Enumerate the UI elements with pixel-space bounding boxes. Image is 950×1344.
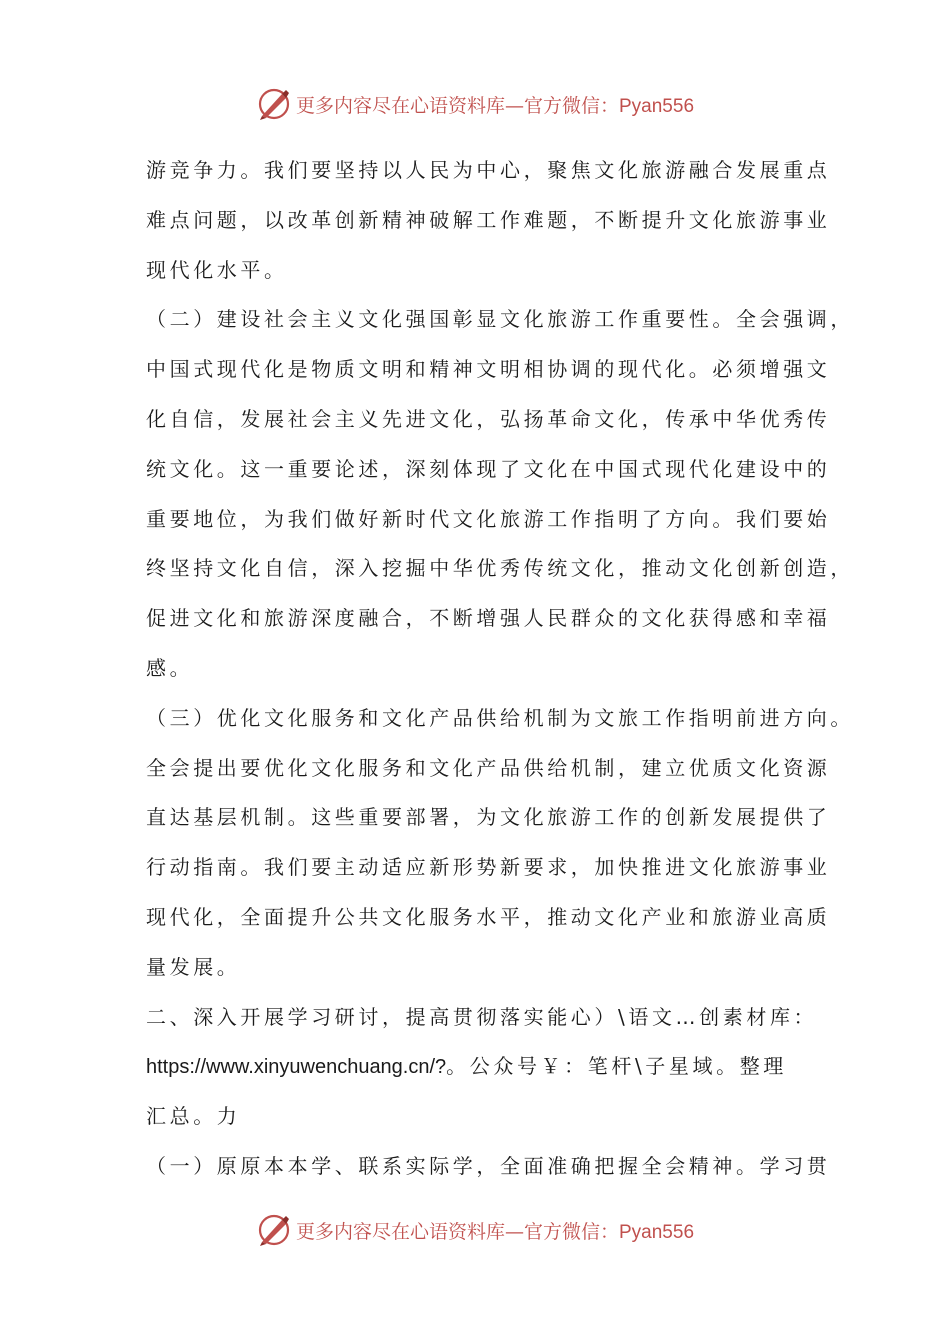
pen-logo-icon bbox=[256, 1212, 292, 1248]
banner-text bbox=[296, 91, 694, 118]
text-line: 统文化。这一重要论述，深刻体现了文化在中国式现代化建设中的 bbox=[146, 456, 831, 481]
banner-text bbox=[296, 1217, 694, 1244]
banner-wechat-id: Pyan556 bbox=[619, 95, 695, 117]
text-line: （一）原原本本学、联系实际学，全面准确把握全会精神。学习贯 bbox=[146, 1153, 831, 1178]
banner-title: 更多内容尽在心语资料库 bbox=[295, 94, 505, 117]
text-line: 游竞争力。我们要坚持以人民为中心，聚焦文化旅游融合发展重点 bbox=[146, 158, 831, 182]
text-line: 行动指南。我们要主动适应新形势新要求，加快推进文化旅游事业 bbox=[146, 855, 831, 880]
text-line: 感。 bbox=[146, 655, 194, 680]
text-line: 中国式现代化是物质文明和精神文明相协调的现代化。必须增强文 bbox=[146, 357, 831, 382]
text-line: 量发展。 bbox=[146, 954, 241, 979]
text-line: （三）优化文化服务和文化产品供给机制为文旅工作指明前进方向。 bbox=[146, 705, 854, 730]
document-body bbox=[146, 146, 854, 1192]
banner-title: 更多内容尽在心语资料库 bbox=[295, 1220, 505, 1243]
text-line: 汇总。力 bbox=[146, 1104, 241, 1129]
text-line: 全会提出要优化文化服务和文化产品供给机制，建立优质文化资源 bbox=[146, 755, 831, 780]
text-line: 现代化，全面提升公共文化服务水平，推动文化产业和旅游业高质 bbox=[146, 904, 831, 929]
banner-label: 官方微信： bbox=[523, 94, 619, 117]
footer-banner bbox=[0, 1208, 950, 1252]
text-line: 终坚持文化自信，深入挖掘中华优秀传统文化，推动文化创新创造， bbox=[146, 556, 854, 581]
url-text-line bbox=[146, 1042, 810, 1092]
pen-logo-icon bbox=[256, 86, 292, 122]
banner-dash: — bbox=[504, 1220, 524, 1243]
banner-label: 官方微信： bbox=[523, 1220, 619, 1243]
text-line: 重要地位，为我们做好新时代文化旅游工作指明了方向。我们要始 bbox=[146, 506, 831, 531]
text-line: 化自信，发展社会主义先进文化，弘扬革命文化，传承中华优秀传 bbox=[146, 406, 831, 431]
source-url: https://www.xinyuwenchuang.cn/? bbox=[146, 1056, 447, 1079]
text-line: 现代化水平。 bbox=[146, 257, 288, 282]
banner-dash: — bbox=[504, 94, 524, 117]
text-line: 促进文化和旅游深度融合，不断增强人民群众的文化获得感和幸福 bbox=[146, 606, 831, 631]
url-line-rest: 。公众号￥：笔杆\子星域。整理 bbox=[446, 1054, 787, 1079]
text-line: 直达基层机制。这些重要部署，为文化旅游工作的创新发展提供了 bbox=[146, 805, 831, 830]
header-banner bbox=[0, 82, 950, 126]
text-line: 难点问题，以改革创新精神破解工作难题，不断提升文化旅游事业 bbox=[146, 207, 831, 232]
banner-wechat-id: Pyan556 bbox=[619, 1221, 695, 1243]
text-line: （二）建设社会主义文化强国彰显文化旅游工作重要性。全会强调， bbox=[146, 307, 854, 332]
text-line: 二、深入开展学习研讨，提高贯彻落实能心）\语文…创素材库： bbox=[146, 1004, 818, 1029]
